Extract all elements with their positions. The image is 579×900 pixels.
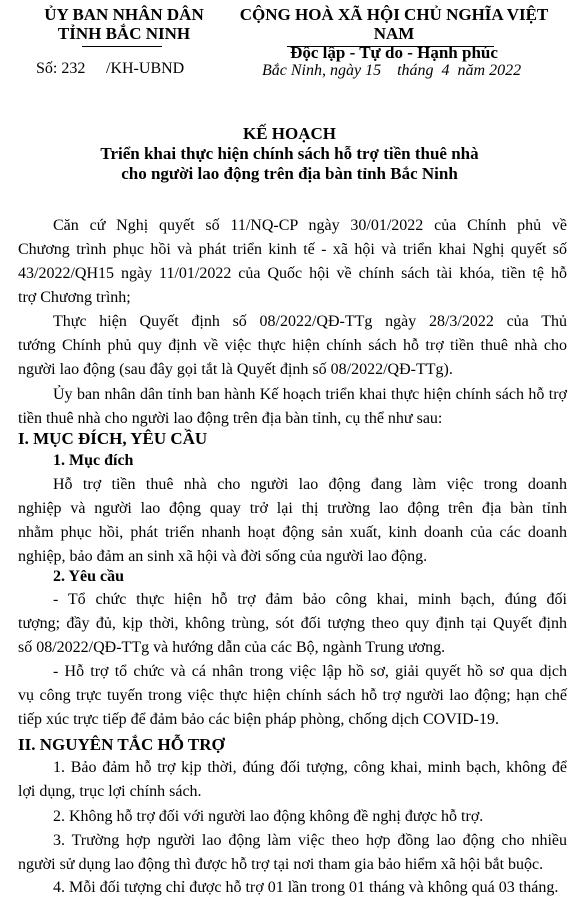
text-line: - Hỗ trợ tổ chức và cá nhân trong việc lập hồ sơ, giải quyết hồ sơ qua dịch — [53, 663, 567, 680]
text-line: Căn cứ Nghị quyết số 11/NQ-CP ngày 30/01/2022 của Chính phủ về — [53, 217, 567, 234]
paragraph-principle-4 — [18, 876, 567, 900]
text-line: trợ Chương trình; — [18, 289, 131, 306]
text-line: tướng Chính phủ quy định về việc thực hiện chính sách hỗ trợ tiền thuê nhà cho — [18, 337, 567, 354]
national-motto-line: Độc lập - Tự do - Hạnh phúc — [290, 43, 498, 62]
authority-underline — [82, 46, 162, 47]
document-number: Số: 232 — [36, 60, 86, 77]
text-line: Chương trình phục hồi và phát triển kinh tế - xã hội và triển khai Nghị quyết số — [18, 241, 567, 258]
text-line: người lao động (sau đây gọi tắt là Quyết định số 08/2022/QĐ-TTg). — [18, 361, 453, 378]
text-line: lợi dụng, trục lợi chính sách. — [18, 783, 202, 800]
issuing-authority — [36, 5, 212, 43]
paragraph-requirement-2 — [18, 660, 567, 732]
motto-underline — [287, 46, 494, 47]
paragraph-requirement-1 — [18, 588, 567, 660]
paragraph-principle-3 — [18, 829, 567, 877]
text-line: 3. Trường hợp người lao động làm việc theo hợp đồng lao động cho nhiều — [53, 832, 567, 849]
text-line: Hỗ trợ tiền thuê nhà cho người lao động đang làm việc trong doanh — [53, 476, 567, 493]
text-line: 4. Mỗi đối tượng chỉ được hỗ trợ 01 lần trong 01 tháng và không quá 03 tháng. — [53, 879, 559, 896]
text-line: số 08/2022/QĐ-TTg và hướng dẫn của các Bộ, ngành Trung ương. — [18, 639, 446, 656]
paragraph-legal-basis-1 — [18, 214, 567, 310]
document-title — [0, 124, 579, 184]
title-line3: cho người lao động trên địa bàn tỉnh Bắc Ninh — [121, 164, 458, 183]
text-line: Ủy ban nhân dân tỉnh ban hành Kế hoạch triển khai thực hiện chính sách hỗ trợ — [53, 386, 567, 403]
paragraph-introduction — [18, 383, 567, 431]
subsection-heading-requirements: 2. Yêu cầu — [53, 568, 124, 585]
title-line1: KẾ HOẠCH — [242, 124, 337, 143]
text-line: tiền thuê nhà cho người lao động trên địa bàn tỉnh, cụ thể như sau: — [18, 410, 443, 427]
text-line: - Tổ chức thực hiện hỗ trợ đảm bảo công khai, minh bạch, đúng đối — [53, 591, 567, 608]
paragraph-purpose — [18, 473, 567, 569]
text-line: người sử dụng lao động thì được hỗ trợ tại nơi tham gia bảo hiểm xã hội bắt buộc. — [18, 856, 544, 873]
paragraph-legal-basis-2 — [18, 310, 567, 382]
document-code: /KH-UBND — [106, 60, 185, 77]
text-line: tiếp xúc trực tiếp để đảm bảo các biện pháp phòng, chống dịch COVID-19. — [18, 711, 499, 728]
text-line: 2. Không hỗ trợ đối với người lao động không đề nghị được hỗ trợ. — [53, 808, 484, 825]
section-heading-1: I. MỤC ĐÍCH, YÊU CẦU — [18, 429, 208, 448]
paragraph-principle-1 — [18, 756, 567, 804]
issue-date: Bắc Ninh, ngày 15 tháng 4 năm 2022 — [262, 62, 522, 79]
national-motto — [218, 5, 570, 62]
section-heading-2: II. NGUYÊN TẮC HỖ TRỢ — [18, 735, 225, 754]
text-line: vụ công trực tuyến trong việc thực hiện chính sách hỗ trợ người lao động; hạn chế — [18, 687, 567, 704]
national-title: CỘNG HOÀ XÃ HỘI CHỦ NGHĨA VIỆT NAM — [239, 5, 549, 43]
issuing-authority-line2: TỈNH BẮC NINH — [57, 24, 191, 43]
title-line2: Triển khai thực hiện chính sách hỗ trợ tiền thuê nhà — [100, 144, 479, 163]
text-line: nghiệp, bảo đảm an sinh xã hội và đời sống của người lao động. — [18, 548, 428, 565]
text-line: 1. Bảo đảm hỗ trợ kịp thời, đúng đối tượng, công khai, minh bạch, không để — [53, 759, 567, 776]
text-line: tượng; đầy đủ, kịp thời, không trùng, sót đối tượng theo quy định tại Quyết định — [18, 615, 567, 632]
subsection-heading-purpose: 1. Mục đích — [53, 452, 134, 469]
text-line: nghiệp và người lao động quay trở lại thị trường lao động trên địa bàn tỉnh — [18, 500, 567, 517]
text-line: nhằm phục hồi, phát triển nhanh hoạt động sản xuất, kinh doanh của các doanh — [18, 524, 567, 541]
paragraph-principle-2 — [18, 805, 567, 829]
text-line: Thực hiện Quyết định số 08/2022/QĐ-TTg ngày 28/3/2022 của Thủ — [53, 313, 567, 330]
text-line: 43/2022/QH15 ngày 11/01/2022 của Quốc hội về chính sách tài khóa, tiền tệ hỗ — [18, 265, 567, 282]
issuing-authority-line1: ỦY BAN NHÂN DÂN — [44, 5, 204, 24]
